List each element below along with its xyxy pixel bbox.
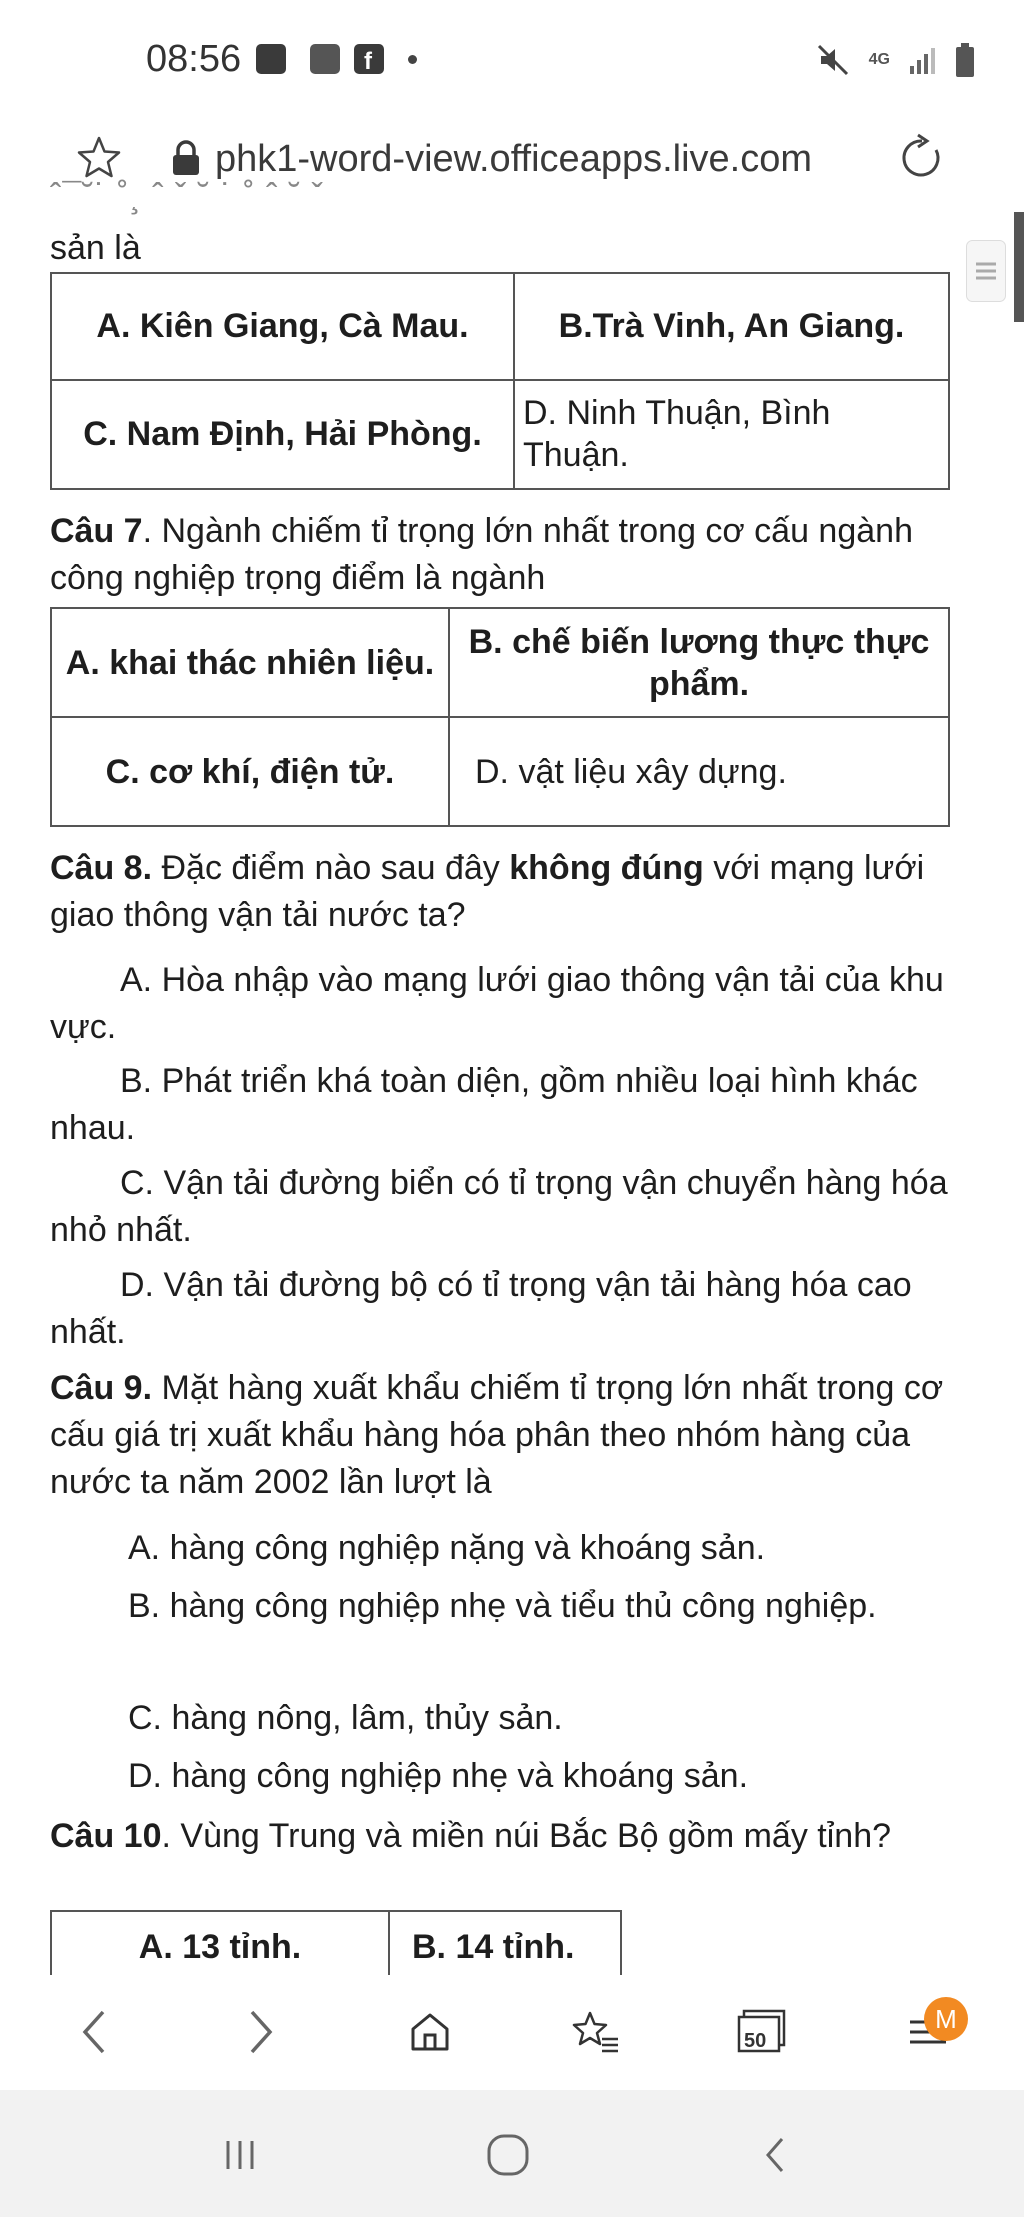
- reload-icon[interactable]: [896, 132, 948, 184]
- tabs-count: 50: [744, 2030, 767, 2052]
- q10-option-b[interactable]: B. 14 tỉnh.: [389, 1911, 621, 1983]
- bookmark-star-icon[interactable]: [75, 134, 123, 182]
- mute-icon: [815, 42, 851, 78]
- q7-options-table: [50, 607, 950, 827]
- q9-option-b[interactable]: B. hàng công nghiệp nhẹ và tiểu thủ công nghiệp.: [128, 1587, 877, 1625]
- facebook-notification-icon: [354, 44, 384, 74]
- q10-options-table: [50, 1910, 622, 1984]
- recent-apps-icon: [220, 2137, 260, 2173]
- q10-option-a[interactable]: A. 13 tỉnh.: [51, 1911, 389, 1983]
- q7-option-c[interactable]: C. cơ khí, điện tử.: [51, 717, 449, 826]
- gallery-notification-icon: [256, 44, 286, 74]
- q10-label: Câu 10: [50, 1817, 162, 1855]
- q6-option-d[interactable]: D. Ninh Thuận, Bình Thuận.: [514, 380, 949, 489]
- recent-apps-button[interactable]: [210, 2125, 270, 2185]
- q7-text: . Ngành chiếm tỉ trọng lớn nhất trong cơ cấu ngành công nghiệp trọng điểm là ngành: [50, 512, 913, 597]
- home-button[interactable]: [395, 1997, 465, 2067]
- q9-option-a[interactable]: A. hàng công nghiệp nặng và khoáng sản.: [128, 1529, 766, 1567]
- back-button[interactable]: [60, 1997, 130, 2067]
- q9-text: Mặt hàng xuất khẩu chiếm tỉ trọng lớn nhất trong cơ cấu giá trị xuất khẩu hàng hóa phân theo nhóm hàng của nước ta năm 2002 lần lượt là: [50, 1369, 944, 1501]
- q7-option-b[interactable]: B. chế biến lương thực thực phẩm.: [449, 608, 949, 717]
- status-bar: [0, 0, 1024, 120]
- lock-icon: [170, 140, 202, 176]
- url-text[interactable]: phk1-word-view.officeapps.live.com: [215, 138, 813, 180]
- q7-question: [50, 508, 980, 602]
- q8-text-after: với mạng lưới giao thông vận tải nước ta?: [50, 849, 925, 934]
- q8-option-a[interactable]: A. Hòa nhập vào mạng lưới giao thông vận tải của khu vực.: [50, 961, 944, 1046]
- home-icon: [405, 2007, 455, 2057]
- q9-label: Câu 9.: [50, 1369, 153, 1407]
- bookmarks-button[interactable]: [560, 1997, 630, 2067]
- network-type-label: 4G: [868, 51, 890, 68]
- chevron-right-icon: [240, 2007, 280, 2057]
- system-navigation-bar: [0, 2090, 1024, 2217]
- q7-label: Câu 7: [50, 512, 143, 550]
- q6-option-a[interactable]: A. Kiên Giang, Cà Mau.: [51, 273, 514, 380]
- forward-button[interactable]: [225, 1997, 295, 2067]
- battery-icon: [956, 43, 974, 77]
- q7-option-d[interactable]: D. vật liệu xây dựng.: [449, 717, 949, 826]
- signal-icon: [908, 46, 938, 74]
- news-app-notification-icon: [310, 44, 340, 74]
- q8-option-d[interactable]: D. Vận tải đường bộ có tỉ trọng vận tải hàng hóa cao nhất.: [50, 1266, 912, 1351]
- browser-toolbar: [0, 1975, 1024, 2090]
- back-chevron-icon: [760, 2135, 790, 2175]
- scroll-handle-icon[interactable]: [966, 240, 1006, 302]
- q6-option-b[interactable]: B.Trà Vinh, An Giang.: [514, 273, 949, 380]
- q10-question: [50, 1813, 980, 1860]
- home-circle-icon: [485, 2132, 531, 2178]
- q10-text: . Vùng Trung và miền núi Bắc Bộ gồm mấy tỉnh?: [161, 1817, 892, 1855]
- partially-hidden-line: ˆ¯˘˙ ˚¸ ˆ ˇ ˘ ˙ ˚ ˆ ˘ ˇ: [50, 177, 324, 215]
- menu-badge: M: [924, 1997, 968, 2041]
- q9-option-c[interactable]: C. hàng nông, lâm, thủy sản.: [128, 1699, 563, 1737]
- back-system-button[interactable]: [745, 2125, 805, 2185]
- svg-text:f: f: [364, 48, 372, 75]
- bookmarks-star-list-icon: [568, 2007, 622, 2057]
- tabs-button[interactable]: [727, 1997, 797, 2067]
- more-notifications-dot: [408, 55, 417, 64]
- q7-option-a[interactable]: A. khai thác nhiên liệu.: [51, 608, 449, 717]
- scrollbar-thumb[interactable]: [1014, 212, 1024, 322]
- q9-option-d[interactable]: D. hàng công nghiệp nhẹ và khoáng sản.: [128, 1757, 749, 1795]
- q6-text-tail: sản là: [50, 229, 141, 267]
- q9-question: [50, 1365, 980, 1506]
- q8-option-b[interactable]: B. Phát triển khá toàn diện, gồm nhiều loại hình khác nhau.: [50, 1062, 918, 1147]
- q8-emphasis: không đúng: [509, 849, 704, 887]
- q6-option-c[interactable]: C. Nam Định, Hải Phòng.: [51, 380, 514, 489]
- home-system-button[interactable]: [478, 2125, 538, 2185]
- q6-options-table: [50, 272, 950, 490]
- status-time: 08:56: [146, 38, 242, 80]
- q8-text-before: Đặc điểm nào sau đây: [152, 849, 510, 887]
- q8-question: [50, 845, 980, 939]
- document-view[interactable]: [0, 177, 1024, 1975]
- q8-label: Câu 8.: [50, 849, 153, 887]
- q8-option-c[interactable]: C. Vận tải đường biển có tỉ trọng vận chuyển hàng hóa nhỏ nhất.: [50, 1164, 948, 1249]
- chevron-left-icon: [75, 2007, 115, 2057]
